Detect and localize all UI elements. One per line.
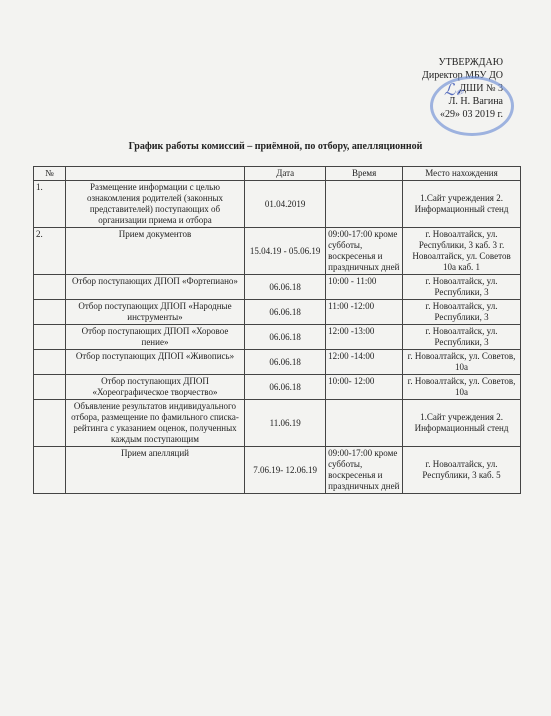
cell-time: 12:00 -13:00 bbox=[326, 325, 403, 350]
stamp-seal-icon bbox=[430, 76, 514, 136]
table-row bbox=[34, 181, 521, 228]
cell-name: Размещение информации с целью ознакомления родителей (законных представителей) поступающих об организации приема и отбора bbox=[65, 181, 244, 228]
cell-num bbox=[34, 300, 66, 325]
cell-name: Прием документов bbox=[65, 228, 244, 275]
cell-num bbox=[34, 447, 66, 494]
cell-date: 15.04.19 - 05.06.19 bbox=[245, 228, 326, 275]
cell-num bbox=[34, 275, 66, 300]
header-num: № bbox=[34, 167, 66, 181]
cell-time bbox=[326, 181, 403, 228]
approval-position: Директор МБУ ДО bbox=[422, 70, 503, 81]
cell-num bbox=[34, 350, 66, 375]
cell-date: 01.04.2019 bbox=[245, 181, 326, 228]
cell-name: Отбор поступающих ДПОП «Народные инструменты» bbox=[65, 300, 244, 325]
cell-date: 06.06.18 bbox=[245, 300, 326, 325]
approval-date: «29» 03 2019 г. bbox=[440, 109, 503, 120]
table-row bbox=[34, 400, 521, 447]
table-row bbox=[34, 228, 521, 275]
cell-name: Отбор поступающих ДПОП «Хоровое пение» bbox=[65, 325, 244, 350]
cell-time: 12:00 -14:00 bbox=[326, 350, 403, 375]
cell-place: г. Новоалтайск, ул. Республики, 3 bbox=[403, 275, 521, 300]
cell-name: Объявление результатов индивидуального отбора, размещение по фамильного списка-рейтинга с указанием оценок, полученных каждым поступающим bbox=[65, 400, 244, 447]
cell-time: 11:00 -12:00 bbox=[326, 300, 403, 325]
cell-date: 7.06.19- 12.06.19 bbox=[245, 447, 326, 494]
cell-time: 10:00 - 11:00 bbox=[326, 275, 403, 300]
header-time: Время bbox=[326, 167, 403, 181]
table-row bbox=[34, 447, 521, 494]
header-name bbox=[65, 167, 244, 181]
cell-num bbox=[34, 400, 66, 447]
cell-place: г. Новоалтайск, ул. Советов, 10а bbox=[403, 350, 521, 375]
table-row bbox=[34, 350, 521, 375]
cell-date: 06.06.18 bbox=[245, 375, 326, 400]
table-header-row bbox=[34, 167, 521, 181]
page-title: График работы комиссий – приёмной, по отбору, апелляционной bbox=[128, 141, 423, 152]
cell-num: 2. bbox=[34, 228, 66, 275]
header-place: Место нахождения bbox=[403, 167, 521, 181]
approval-block bbox=[422, 56, 503, 121]
cell-time: 10:00- 12:00 bbox=[326, 375, 403, 400]
cell-place: 1.Сайт учреждения 2. Информационный стенд bbox=[403, 400, 521, 447]
cell-place: г. Новоалтайск, ул. Советов, 10а bbox=[403, 375, 521, 400]
cell-time: 09:00-17:00 кроме субботы, воскресенья и праздничных дней bbox=[326, 228, 403, 275]
cell-place: г. Новоалтайск, ул. Республики, 3 bbox=[403, 325, 521, 350]
cell-num bbox=[34, 325, 66, 350]
cell-num: 1. bbox=[34, 181, 66, 228]
cell-place: г. Новоалтайск, ул. Республики, 3 каб. 5 bbox=[403, 447, 521, 494]
cell-name: Отбор поступающих ДПОП «Фортепиано» bbox=[65, 275, 244, 300]
cell-date: 11.06.19 bbox=[245, 400, 326, 447]
schedule-table bbox=[33, 166, 521, 494]
cell-name: Прием апелляций bbox=[65, 447, 244, 494]
cell-name: Отбор поступающих ДПОП «Хореографическое творчество» bbox=[65, 375, 244, 400]
approval-name: Л. Н. Вагина bbox=[448, 96, 503, 107]
approval-org: ДШИ № 3 bbox=[459, 83, 503, 94]
approval-heading: УТВЕРЖДАЮ bbox=[438, 57, 503, 68]
cell-place: 1.Сайт учреждения 2. Информационный стенд bbox=[403, 181, 521, 228]
cell-date: 06.06.18 bbox=[245, 350, 326, 375]
cell-place: г. Новоалтайск, ул. Республики, 3 bbox=[403, 300, 521, 325]
cell-place: г. Новоалтайск, ул. Республики, 3 каб. 3 г. Новоалтайск, ул. Советов 10а каб. 1 bbox=[403, 228, 521, 275]
signature-icon: ℒ𝓋 bbox=[444, 82, 464, 99]
cell-date: 06.06.18 bbox=[245, 325, 326, 350]
cell-time bbox=[326, 400, 403, 447]
table-row bbox=[34, 375, 521, 400]
cell-time: 09:00-17:00 кроме субботы, воскресенья и праздничных дней bbox=[326, 447, 403, 494]
table-row bbox=[34, 300, 521, 325]
cell-name: Отбор поступающих ДПОП «Живопись» bbox=[65, 350, 244, 375]
table-row bbox=[34, 275, 521, 300]
cell-num bbox=[34, 375, 66, 400]
header-date: Дата bbox=[245, 167, 326, 181]
cell-date: 06.06.18 bbox=[245, 275, 326, 300]
table-row bbox=[34, 325, 521, 350]
